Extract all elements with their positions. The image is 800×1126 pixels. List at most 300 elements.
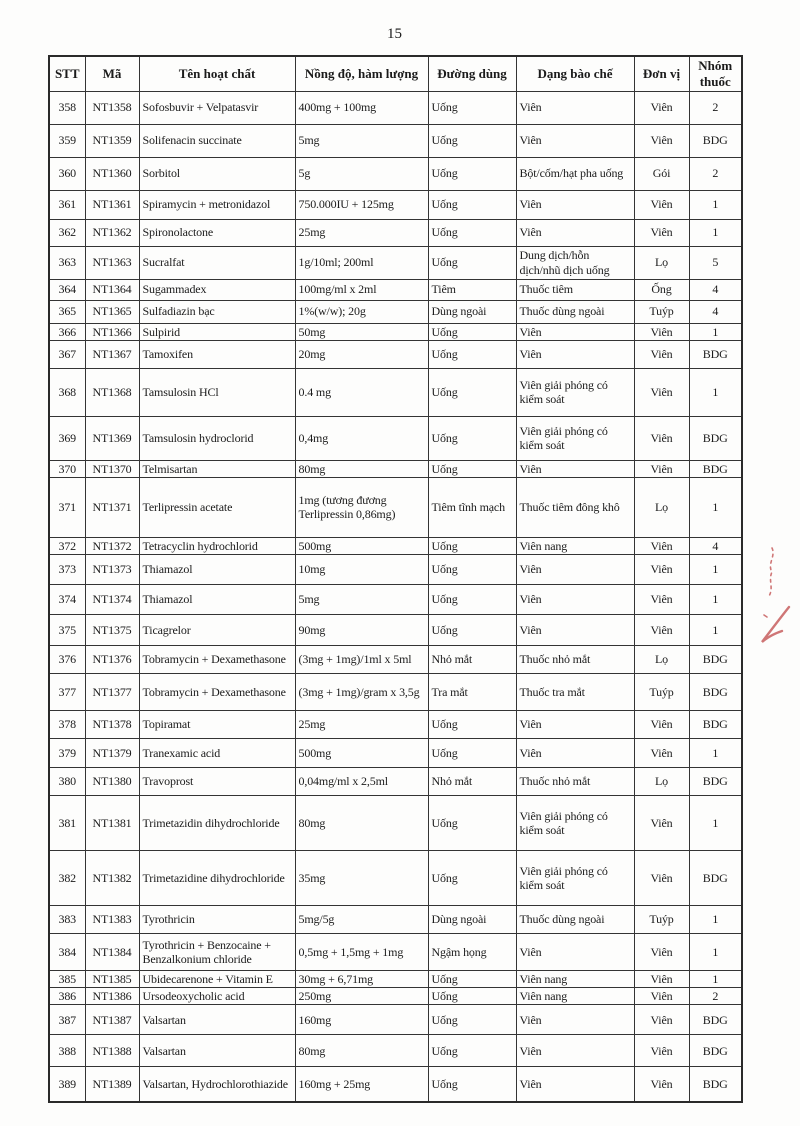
cell-ma: NT1385	[85, 970, 139, 987]
header-duong-dung: Đường dùng	[428, 56, 516, 91]
cell-dang-bao-che: Viên	[516, 323, 634, 340]
cell-dang-bao-che: Viên giải phóng có kiểm soát	[516, 850, 634, 905]
cell-nhom-thuoc: 1	[689, 933, 742, 970]
cell-duong-dung: Uống	[428, 970, 516, 987]
cell-dang-bao-che: Viên	[516, 340, 634, 368]
cell-stt: 364	[49, 279, 85, 300]
header-nong-do-ham-luong: Nồng độ, hàm lượng	[295, 56, 428, 91]
cell-stt: 361	[49, 190, 85, 219]
cell-ma: NT1388	[85, 1035, 139, 1067]
cell-ma: NT1369	[85, 416, 139, 460]
cell-dang-bao-che: Viên	[516, 1067, 634, 1102]
cell-duong-dung: Uống	[428, 614, 516, 645]
cell-nong-do-ham-luong: 500mg	[295, 738, 428, 767]
cell-ten-hoat-chat: Sofosbuvir + Velpatasvir	[139, 91, 295, 124]
cell-don-vi: Viên	[634, 850, 689, 905]
cell-ma: NT1360	[85, 157, 139, 190]
table-row	[49, 537, 742, 554]
cell-dang-bao-che: Viên	[516, 554, 634, 584]
cell-dang-bao-che: Thuốc tra mắt	[516, 673, 634, 710]
cell-dang-bao-che: Viên	[516, 219, 634, 246]
cell-ma: NT1365	[85, 300, 139, 323]
cell-stt: 375	[49, 614, 85, 645]
cell-ma: NT1368	[85, 368, 139, 416]
cell-don-vi: Viên	[634, 970, 689, 987]
cell-nong-do-ham-luong: 0.4 mg	[295, 368, 428, 416]
table-row	[49, 554, 742, 584]
cell-ma: NT1366	[85, 323, 139, 340]
cell-duong-dung: Uống	[428, 988, 516, 1005]
cell-nhom-thuoc: 2	[689, 91, 742, 124]
cell-don-vi: Ống	[634, 279, 689, 300]
cell-duong-dung: Uống	[428, 157, 516, 190]
cell-duong-dung: Dùng ngoài	[428, 300, 516, 323]
cell-stt: 373	[49, 554, 85, 584]
table-row	[49, 988, 742, 1005]
cell-duong-dung: Nhỏ mắt	[428, 645, 516, 673]
cell-don-vi: Viên	[634, 1067, 689, 1102]
cell-nhom-thuoc: BDG	[689, 710, 742, 738]
cell-dang-bao-che: Viên	[516, 1035, 634, 1067]
cell-ten-hoat-chat: Spiramycin + metronidazol	[139, 190, 295, 219]
cell-ten-hoat-chat: Trimetazidine dihydrochloride	[139, 850, 295, 905]
cell-nong-do-ham-luong: 5mg/5g	[295, 905, 428, 933]
cell-nong-do-ham-luong: 5mg	[295, 124, 428, 157]
cell-duong-dung: Uống	[428, 1067, 516, 1102]
cell-ma: NT1387	[85, 1005, 139, 1035]
table-row	[49, 614, 742, 645]
table-row	[49, 645, 742, 673]
cell-ma: NT1389	[85, 1067, 139, 1102]
cell-nong-do-ham-luong: 80mg	[295, 460, 428, 477]
cell-nhom-thuoc: BDG	[689, 460, 742, 477]
cell-don-vi: Lọ	[634, 477, 689, 537]
cell-duong-dung: Uống	[428, 219, 516, 246]
cell-stt: 379	[49, 738, 85, 767]
cell-nhom-thuoc: 1	[689, 219, 742, 246]
header-stt: STT	[49, 56, 85, 91]
cell-ma: NT1376	[85, 645, 139, 673]
cell-ten-hoat-chat: Valsartan	[139, 1005, 295, 1035]
cell-stt: 371	[49, 477, 85, 537]
cell-ten-hoat-chat: Solifenacin succinate	[139, 124, 295, 157]
cell-ten-hoat-chat: Sugammadex	[139, 279, 295, 300]
table-row	[49, 300, 742, 323]
cell-ma: NT1361	[85, 190, 139, 219]
cell-don-vi: Lọ	[634, 246, 689, 279]
cell-duong-dung: Uống	[428, 323, 516, 340]
cell-nhom-thuoc: BDG	[689, 767, 742, 795]
cell-stt: 386	[49, 988, 85, 1005]
cell-stt: 370	[49, 460, 85, 477]
cell-stt: 367	[49, 340, 85, 368]
cell-dang-bao-che: Viên	[516, 710, 634, 738]
cell-ma: NT1386	[85, 988, 139, 1005]
cell-don-vi: Lọ	[634, 645, 689, 673]
cell-ma: NT1383	[85, 905, 139, 933]
cell-dang-bao-che: Viên	[516, 584, 634, 614]
cell-stt: 384	[49, 933, 85, 970]
cell-ten-hoat-chat: Sorbitol	[139, 157, 295, 190]
table-row	[49, 970, 742, 987]
cell-don-vi: Viên	[634, 190, 689, 219]
cell-duong-dung: Dùng ngoài	[428, 905, 516, 933]
cell-don-vi: Viên	[634, 988, 689, 1005]
cell-ten-hoat-chat: Valsartan, Hydrochlorothiazide	[139, 1067, 295, 1102]
cell-don-vi: Viên	[634, 91, 689, 124]
cell-nong-do-ham-luong: 1g/10ml; 200ml	[295, 246, 428, 279]
cell-dang-bao-che: Viên	[516, 460, 634, 477]
cell-dang-bao-che: Viên	[516, 1005, 634, 1035]
cell-ten-hoat-chat: Terlipressin acetate	[139, 477, 295, 537]
header-ma: Mã	[85, 56, 139, 91]
cell-don-vi: Tuýp	[634, 673, 689, 710]
cell-don-vi: Viên	[634, 614, 689, 645]
cell-nong-do-ham-luong: 500mg	[295, 537, 428, 554]
cell-ten-hoat-chat: Tobramycin + Dexamethasone	[139, 673, 295, 710]
cell-don-vi: Viên	[634, 340, 689, 368]
cell-stt: 359	[49, 124, 85, 157]
cell-nhom-thuoc: 1	[689, 614, 742, 645]
cell-nong-do-ham-luong: 80mg	[295, 795, 428, 850]
cell-dang-bao-che: Dung dịch/hỗn dịch/nhũ dịch uống	[516, 246, 634, 279]
table-row	[49, 91, 742, 124]
cell-duong-dung: Uống	[428, 1035, 516, 1067]
cell-nong-do-ham-luong: 100mg/ml x 2ml	[295, 279, 428, 300]
cell-dang-bao-che: Viên giải phóng có kiểm soát	[516, 795, 634, 850]
cell-duong-dung: Tiêm tĩnh mạch	[428, 477, 516, 537]
cell-ten-hoat-chat: Sulpirid	[139, 323, 295, 340]
cell-stt: 387	[49, 1005, 85, 1035]
cell-nhom-thuoc: 1	[689, 190, 742, 219]
cell-nong-do-ham-luong: 30mg + 6,71mg	[295, 970, 428, 987]
cell-don-vi: Viên	[634, 124, 689, 157]
cell-ma: NT1362	[85, 219, 139, 246]
cell-nong-do-ham-luong: 10mg	[295, 554, 428, 584]
table-row	[49, 219, 742, 246]
cell-don-vi: Viên	[634, 584, 689, 614]
cell-duong-dung: Uống	[428, 738, 516, 767]
cell-dang-bao-che: Viên	[516, 91, 634, 124]
cell-ma: NT1363	[85, 246, 139, 279]
table-row	[49, 710, 742, 738]
cell-dang-bao-che: Viên nang	[516, 537, 634, 554]
cell-don-vi: Tuýp	[634, 300, 689, 323]
cell-duong-dung: Uống	[428, 340, 516, 368]
table-row	[49, 850, 742, 905]
cell-ma: NT1374	[85, 584, 139, 614]
cell-duong-dung: Ngậm họng	[428, 933, 516, 970]
cell-ma: NT1375	[85, 614, 139, 645]
cell-duong-dung: Uống	[428, 124, 516, 157]
cell-nong-do-ham-luong: 250mg	[295, 988, 428, 1005]
cell-nhom-thuoc: BDG	[689, 1005, 742, 1035]
cell-nhom-thuoc: 2	[689, 988, 742, 1005]
cell-duong-dung: Uống	[428, 416, 516, 460]
cell-nhom-thuoc: 1	[689, 795, 742, 850]
table-row	[49, 246, 742, 279]
cell-duong-dung: Nhỏ mắt	[428, 767, 516, 795]
cell-ma: NT1380	[85, 767, 139, 795]
table-row	[49, 1005, 742, 1035]
cell-duong-dung: Uống	[428, 850, 516, 905]
cell-don-vi: Viên	[634, 323, 689, 340]
cell-dang-bao-che: Bột/cốm/hạt pha uống	[516, 157, 634, 190]
header-row	[49, 56, 742, 91]
cell-dang-bao-che: Viên nang	[516, 970, 634, 987]
cell-ten-hoat-chat: Tamoxifen	[139, 340, 295, 368]
cell-don-vi: Lọ	[634, 767, 689, 795]
cell-dang-bao-che: Viên	[516, 933, 634, 970]
table-row	[49, 416, 742, 460]
cell-nong-do-ham-luong: 25mg	[295, 219, 428, 246]
cell-don-vi: Viên	[634, 368, 689, 416]
cell-nhom-thuoc: 4	[689, 537, 742, 554]
cell-nong-do-ham-luong: (3mg + 1mg)/1ml x 5ml	[295, 645, 428, 673]
cell-dang-bao-che: Thuốc tiêm	[516, 279, 634, 300]
cell-don-vi: Viên	[634, 416, 689, 460]
cell-nhom-thuoc: 4	[689, 300, 742, 323]
cell-ten-hoat-chat: Topiramat	[139, 710, 295, 738]
cell-stt: 363	[49, 246, 85, 279]
cell-nong-do-ham-luong: 0,4mg	[295, 416, 428, 460]
cell-ma: NT1364	[85, 279, 139, 300]
cell-don-vi: Gói	[634, 157, 689, 190]
cell-ma: NT1384	[85, 933, 139, 970]
cell-stt: 368	[49, 368, 85, 416]
cell-stt: 360	[49, 157, 85, 190]
cell-nong-do-ham-luong: 5g	[295, 157, 428, 190]
cell-don-vi: Viên	[634, 537, 689, 554]
cell-duong-dung: Uống	[428, 584, 516, 614]
cell-nong-do-ham-luong: (3mg + 1mg)/gram x 3,5g	[295, 673, 428, 710]
table-row	[49, 124, 742, 157]
cell-duong-dung: Tra mắt	[428, 673, 516, 710]
table-row	[49, 738, 742, 767]
cell-don-vi: Viên	[634, 460, 689, 477]
cell-ma: NT1367	[85, 340, 139, 368]
cell-dang-bao-che: Thuốc dùng ngoài	[516, 905, 634, 933]
cell-nhom-thuoc: BDG	[689, 416, 742, 460]
cell-ma: NT1359	[85, 124, 139, 157]
cell-stt: 365	[49, 300, 85, 323]
cell-don-vi: Viên	[634, 795, 689, 850]
cell-ma: NT1378	[85, 710, 139, 738]
cell-dang-bao-che: Viên giải phóng có kiểm soát	[516, 368, 634, 416]
cell-nhom-thuoc: 2	[689, 157, 742, 190]
cell-ten-hoat-chat: Valsartan	[139, 1035, 295, 1067]
cell-nhom-thuoc: 1	[689, 970, 742, 987]
cell-ten-hoat-chat: Tamsulosin hydroclorid	[139, 416, 295, 460]
cell-stt: 380	[49, 767, 85, 795]
cell-ten-hoat-chat: Sulfadiazin bạc	[139, 300, 295, 323]
cell-nong-do-ham-luong: 80mg	[295, 1035, 428, 1067]
cell-nhom-thuoc: 1	[689, 905, 742, 933]
cell-nong-do-ham-luong: 0,5mg + 1,5mg + 1mg	[295, 933, 428, 970]
cell-duong-dung: Uống	[428, 1005, 516, 1035]
cell-dang-bao-che: Thuốc dùng ngoài	[516, 300, 634, 323]
cell-nhom-thuoc: 1	[689, 554, 742, 584]
cell-duong-dung: Uống	[428, 91, 516, 124]
cell-ten-hoat-chat: Trimetazidin dihydrochloride	[139, 795, 295, 850]
cell-nhom-thuoc: 4	[689, 279, 742, 300]
cell-nong-do-ham-luong: 5mg	[295, 584, 428, 614]
table-row	[49, 905, 742, 933]
cell-duong-dung: Uống	[428, 554, 516, 584]
cell-stt: 378	[49, 710, 85, 738]
cell-ten-hoat-chat: Telmisartan	[139, 460, 295, 477]
cell-nong-do-ham-luong: 400mg + 100mg	[295, 91, 428, 124]
cell-nong-do-ham-luong: 90mg	[295, 614, 428, 645]
cell-nhom-thuoc: 1	[689, 477, 742, 537]
cell-ten-hoat-chat: Tobramycin + Dexamethasone	[139, 645, 295, 673]
cell-ten-hoat-chat: Ticagrelor	[139, 614, 295, 645]
header-nhom-thuoc: Nhóm thuốc	[689, 56, 742, 91]
cell-stt: 376	[49, 645, 85, 673]
cell-stt: 383	[49, 905, 85, 933]
cell-nong-do-ham-luong: 35mg	[295, 850, 428, 905]
cell-don-vi: Viên	[634, 933, 689, 970]
cell-stt: 377	[49, 673, 85, 710]
cell-dang-bao-che: Thuốc nhỏ mắt	[516, 767, 634, 795]
cell-nhom-thuoc: BDG	[689, 124, 742, 157]
drug-table	[48, 55, 743, 1103]
cell-dang-bao-che: Thuốc tiêm đông khô	[516, 477, 634, 537]
cell-ten-hoat-chat: Ursodeoxycholic acid	[139, 988, 295, 1005]
cell-dang-bao-che: Viên giải phóng có kiểm soát	[516, 416, 634, 460]
cell-ten-hoat-chat: Tranexamic acid	[139, 738, 295, 767]
cell-ten-hoat-chat: Travoprost	[139, 767, 295, 795]
cell-ma: NT1377	[85, 673, 139, 710]
cell-stt: 358	[49, 91, 85, 124]
cell-ten-hoat-chat: Sucralfat	[139, 246, 295, 279]
cell-ma: NT1373	[85, 554, 139, 584]
table-row	[49, 673, 742, 710]
cell-dang-bao-che: Viên	[516, 124, 634, 157]
cell-stt: 388	[49, 1035, 85, 1067]
table-row	[49, 340, 742, 368]
cell-dang-bao-che: Viên	[516, 738, 634, 767]
cell-ma: NT1371	[85, 477, 139, 537]
cell-nong-do-ham-luong: 0,04mg/ml x 2,5ml	[295, 767, 428, 795]
cell-nhom-thuoc: 1	[689, 368, 742, 416]
cell-ma: NT1379	[85, 738, 139, 767]
table-body	[49, 91, 742, 1102]
cell-don-vi: Tuýp	[634, 905, 689, 933]
cell-nong-do-ham-luong: 750.000IU + 125mg	[295, 190, 428, 219]
cell-nong-do-ham-luong: 160mg	[295, 1005, 428, 1035]
cell-stt: 381	[49, 795, 85, 850]
cell-don-vi: Viên	[634, 1035, 689, 1067]
cell-duong-dung: Uống	[428, 368, 516, 416]
table-row	[49, 1035, 742, 1067]
cell-stt: 372	[49, 537, 85, 554]
cell-ten-hoat-chat: Tetracyclin hydrochlorid	[139, 537, 295, 554]
cell-nong-do-ham-luong: 20mg	[295, 340, 428, 368]
cell-don-vi: Viên	[634, 1005, 689, 1035]
cell-nhom-thuoc: 5	[689, 246, 742, 279]
cell-nhom-thuoc: BDG	[689, 1067, 742, 1102]
cell-duong-dung: Tiêm	[428, 279, 516, 300]
table-row	[49, 477, 742, 537]
cell-duong-dung: Uống	[428, 460, 516, 477]
cell-nhom-thuoc: BDG	[689, 1035, 742, 1067]
table-header	[49, 56, 742, 91]
cell-nong-do-ham-luong: 1%(w/w); 20g	[295, 300, 428, 323]
cell-nong-do-ham-luong: 50mg	[295, 323, 428, 340]
table-row	[49, 933, 742, 970]
table-row	[49, 279, 742, 300]
header-ten-hoat-chat: Tên hoạt chất	[139, 56, 295, 91]
cell-don-vi: Viên	[634, 710, 689, 738]
cell-nhom-thuoc: 1	[689, 584, 742, 614]
cell-stt: 385	[49, 970, 85, 987]
cell-stt: 366	[49, 323, 85, 340]
cell-ten-hoat-chat: Spironolactone	[139, 219, 295, 246]
cell-ten-hoat-chat: Thiamazol	[139, 584, 295, 614]
cell-nhom-thuoc: 1	[689, 738, 742, 767]
table-row	[49, 767, 742, 795]
cell-ma: NT1370	[85, 460, 139, 477]
cell-duong-dung: Uống	[428, 710, 516, 738]
page-number: 15	[387, 26, 402, 42]
cell-dang-bao-che: Thuốc nhỏ mắt	[516, 645, 634, 673]
table-row	[49, 584, 742, 614]
cell-nhom-thuoc: BDG	[689, 850, 742, 905]
table-row	[49, 190, 742, 219]
cell-stt: 382	[49, 850, 85, 905]
cell-duong-dung: Uống	[428, 537, 516, 554]
header-dang-bao-che: Dạng bào chế	[516, 56, 634, 91]
cell-stt: 374	[49, 584, 85, 614]
cell-ten-hoat-chat: Tamsulosin HCl	[139, 368, 295, 416]
cell-ten-hoat-chat: Thiamazol	[139, 554, 295, 584]
table-row	[49, 1067, 742, 1102]
cell-duong-dung: Uống	[428, 246, 516, 279]
cell-ma: NT1381	[85, 795, 139, 850]
cell-ten-hoat-chat: Tyrothricin + Benzocaine + Benzalkonium chloride	[139, 933, 295, 970]
cell-stt: 362	[49, 219, 85, 246]
table-row	[49, 460, 742, 477]
cell-dang-bao-che: Viên	[516, 190, 634, 219]
cell-ma: NT1358	[85, 91, 139, 124]
table-row	[49, 795, 742, 850]
cell-duong-dung: Uống	[428, 795, 516, 850]
table-row	[49, 368, 742, 416]
cell-nhom-thuoc: 1	[689, 323, 742, 340]
header-don-vi: Đơn vị	[634, 56, 689, 91]
cell-don-vi: Viên	[634, 738, 689, 767]
cell-ma: NT1382	[85, 850, 139, 905]
cell-nhom-thuoc: BDG	[689, 645, 742, 673]
cell-duong-dung: Uống	[428, 190, 516, 219]
cell-nong-do-ham-luong: 160mg + 25mg	[295, 1067, 428, 1102]
cell-ten-hoat-chat: Ubidecarenone + Vitamin E	[139, 970, 295, 987]
cell-dang-bao-che: Viên nang	[516, 988, 634, 1005]
cell-ten-hoat-chat: Tyrothricin	[139, 905, 295, 933]
cell-stt: 389	[49, 1067, 85, 1102]
cell-dang-bao-che: Viên	[516, 614, 634, 645]
red-pen-mark	[756, 545, 800, 650]
cell-nong-do-ham-luong: 1mg (tương đương Terlipressin 0,86mg)	[295, 477, 428, 537]
cell-don-vi: Viên	[634, 554, 689, 584]
cell-nong-do-ham-luong: 25mg	[295, 710, 428, 738]
table-row	[49, 157, 742, 190]
table-row	[49, 323, 742, 340]
cell-nhom-thuoc: BDG	[689, 340, 742, 368]
cell-nhom-thuoc: BDG	[689, 673, 742, 710]
cell-ma: NT1372	[85, 537, 139, 554]
